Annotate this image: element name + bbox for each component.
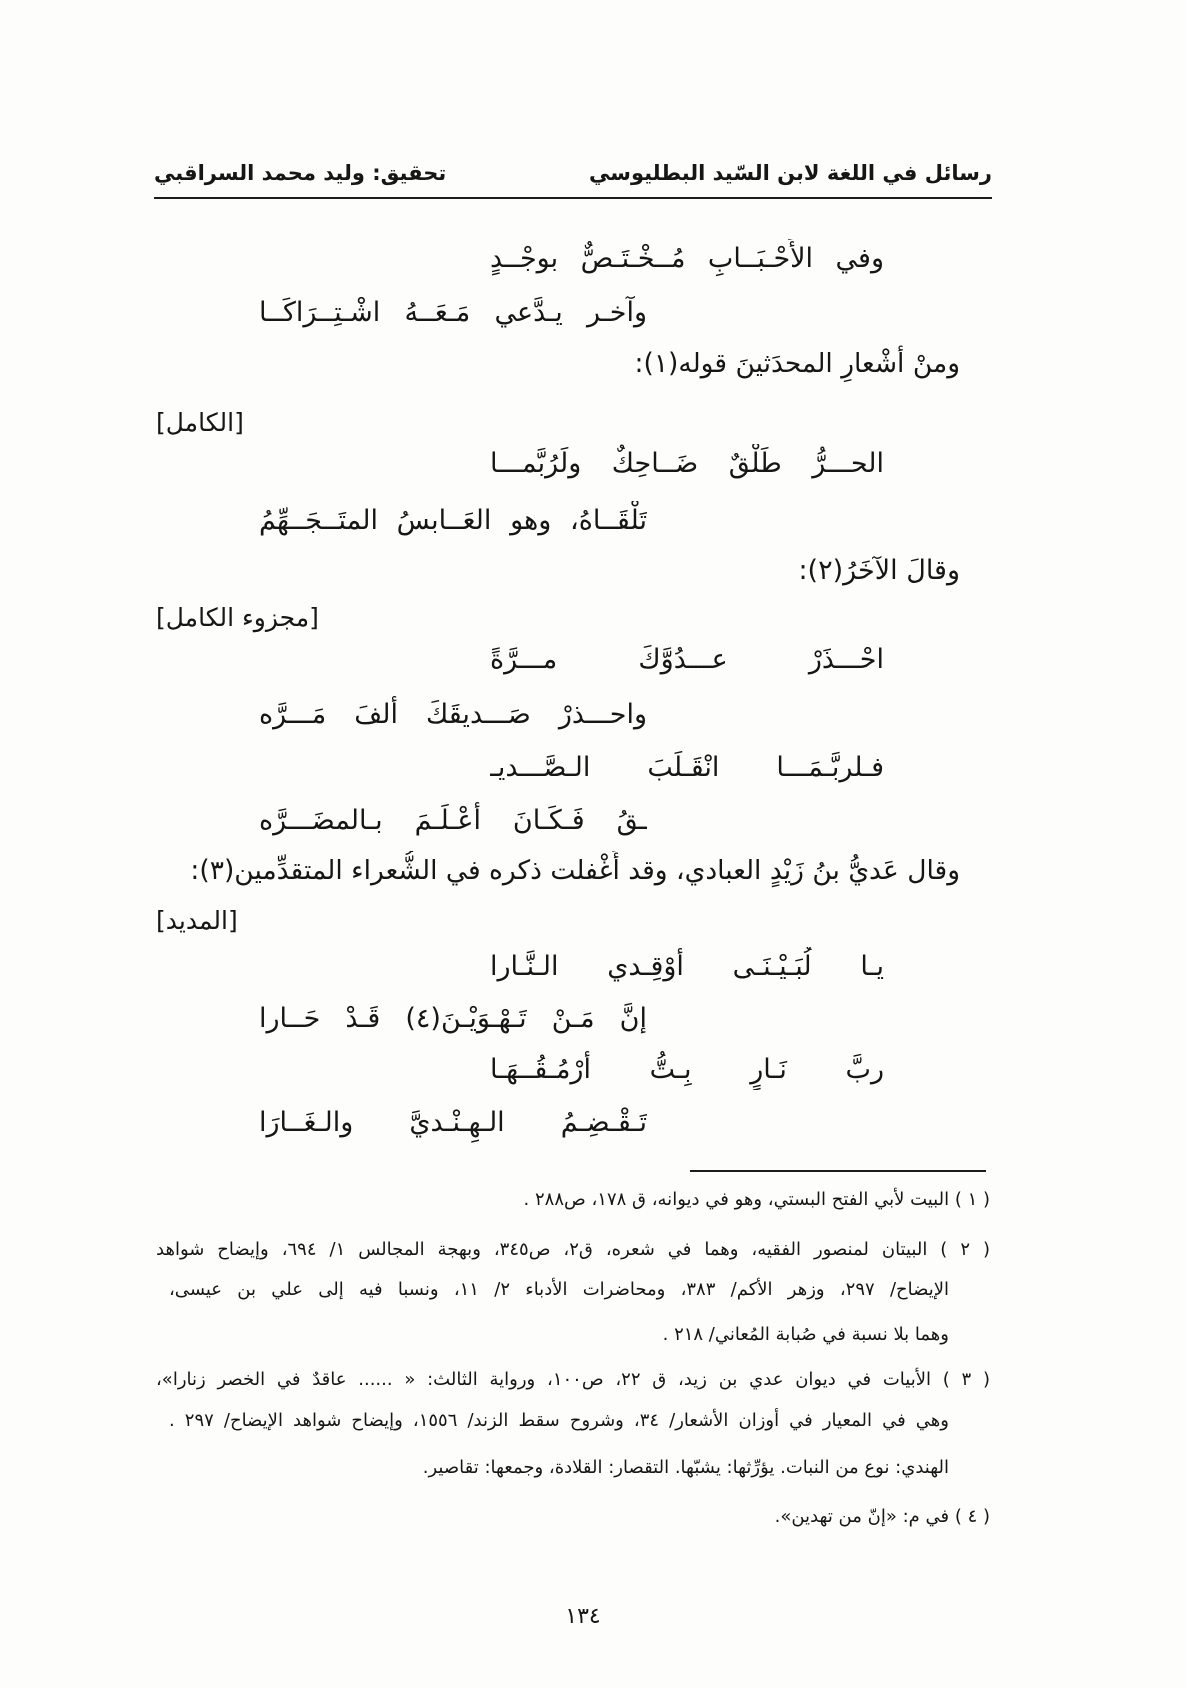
verse-hemistich: واحـــذرْ صَـــديقَكَ ألفَ مَـــرَّه bbox=[259, 699, 647, 730]
prose-line: وقالَ الآخَرُ(٢): bbox=[798, 555, 960, 586]
editor-credit: تحقيق: وليد محمد السراقبي bbox=[154, 161, 447, 185]
verse-hemistich: يـا لُبَـيْـنَـى أوْقِـدي الـنَّـارا bbox=[490, 951, 884, 982]
meter-label: [مجزوء الكامل] bbox=[156, 603, 319, 632]
verse-hemistich: تَلْقَــاهُ، وهو العَــابسُ المتَــجَــهِّمُ bbox=[259, 505, 647, 536]
verse-hemistich: إنَّ مَـنْ تَـهْـوَيْـنَ(٤) قَـدْ حَــارا bbox=[259, 1003, 647, 1034]
prose-line: وقال عَديُّ بنُ زَيْدٍ العبادي، وقد أَغْفلت ذكره في الشُّعراء المتقدِّمين(٣): bbox=[190, 855, 960, 886]
verse-hemistich: فـلربَّـمَـــا انْقَـلَبَ الـصَّـــديـ bbox=[490, 752, 884, 783]
footnote-line: الإيضاح/ ٢٩٧، وزهر الأكم/ ٣٨٣، ومحاضرات الأدباء ٢/ ١١، ونسبا فيه إلى علي بن عيسى، bbox=[169, 1279, 949, 1300]
verse-hemistich: ربَّ نَـارٍ بِـتُّ أرْمُـقُــهَـا bbox=[490, 1054, 884, 1085]
page-number: ١٣٤ bbox=[565, 1604, 601, 1629]
book-title: رسائل في اللغة لابن السّيد البطليوسي bbox=[589, 161, 992, 185]
verse-hemistich: تَـقْـضِـمُ الـهِـنْـديَّ والـغَــارَا bbox=[259, 1107, 647, 1138]
verse-hemistich: احْـــذَرْ عـــدُوَّكَ مـــرَّةً bbox=[490, 644, 884, 675]
verse-hemistich: الحـــرُّ طَلْقٌ ضَــاحِكٌ ولَرُبَّمـــا bbox=[490, 448, 884, 479]
verse-hemistich: وآخـر يـدَّعي مَـعَــهُ اشْـتِــرَاكَــا bbox=[259, 297, 647, 328]
verse-hemistich: وفي الأَحْـبَــابِ مُــخْـتَـصٌّ بوجْــدٍ bbox=[490, 243, 884, 274]
meter-label: [المديد] bbox=[156, 906, 238, 935]
footnote-line: ( ٣ ) الأبيات في ديوان عدي بن زيد، ق ٢٢، ص١٠٠، ورواية الثالث: « ...... عاقدٌ في الخصر زنارا»، bbox=[156, 1369, 990, 1390]
verse-hemistich: ـقُ فَـكَـانَ أعْـلَـمَ بـالمضَـــرَّه bbox=[259, 805, 647, 836]
footnote-line: ( ١ ) البيت لأبي الفتح البستي، وهو في ديوانه، ق ١٧٨، ص٢٨٨ . bbox=[523, 1189, 990, 1210]
footnote-line: ( ٢ ) البيتان لمنصور الفقيه، وهما في شعره، ق٢، ص٣٤٥، وبهجة المجالس ١/ ٦٩٤، وإيضاح شواهد bbox=[156, 1239, 990, 1260]
footnote-line: وهي في المعيار في أوزان الأشعار/ ٣٤، وشروح سقط الزند/ ١٥٥٦، وإيضاح شواهد الإيضاح/ ٢٩٧ . bbox=[169, 1410, 949, 1431]
footnote-line: الهندي: نوع من النبات. يؤرِّثها: يشبّها. التقصار: القلادة، وجمعها: تقاصير. bbox=[422, 1457, 949, 1478]
header-rule bbox=[154, 197, 992, 199]
meter-label: [الكامل] bbox=[156, 408, 244, 437]
footnote-rule bbox=[690, 1170, 986, 1172]
footnote-line: وهما بلا نسبة في صُبابة المُعاني/ ٢١٨ . bbox=[662, 1324, 949, 1345]
prose-line: ومنْ أشْعارِ المحدَثينَ قوله(١): bbox=[634, 348, 960, 379]
footnote-line: ( ٤ ) في م: «إنّ من تهدين». bbox=[774, 1506, 990, 1527]
